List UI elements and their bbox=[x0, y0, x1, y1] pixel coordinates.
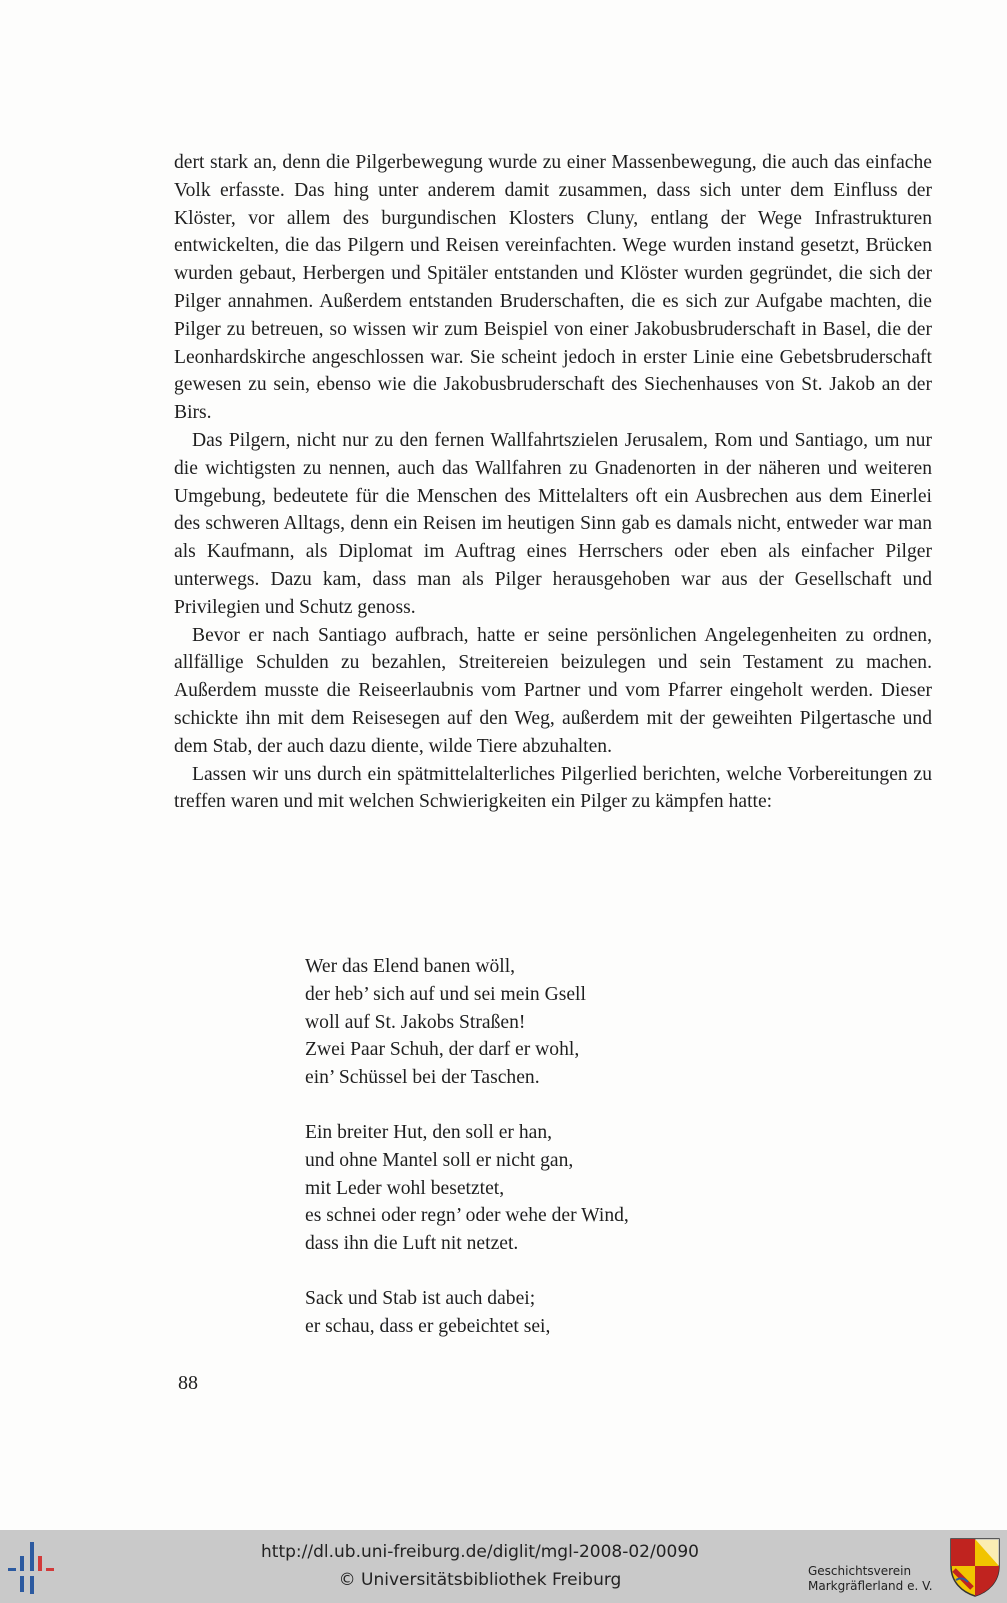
poem-stanza-1 bbox=[305, 953, 825, 1092]
poem-line: ein’ Schüssel bei der Taschen. bbox=[305, 1067, 540, 1089]
society-line-2: Markgräflerland e. V. bbox=[808, 1579, 933, 1593]
poem-line: Sack und Stab ist auch dabei; bbox=[305, 1287, 536, 1309]
poem-line: Zwei Paar Schuh, der darf er wohl, bbox=[305, 1039, 580, 1061]
poem-line: Ein breiter Hut, den soll er han, bbox=[305, 1121, 553, 1143]
poem-line: er schau, dass er gebeichtet sei, bbox=[305, 1315, 551, 1337]
poem-line: mit Leder wohl besetztet, bbox=[305, 1177, 505, 1199]
ub-freiburg-logo-icon[interactable] bbox=[6, 1538, 66, 1596]
poem-line: Wer das Elend banen wöll, bbox=[305, 956, 516, 977]
society-line-1: Geschichtsverein bbox=[808, 1564, 912, 1578]
poem-line: es schnei oder regn’ oder wehe der Wind, bbox=[305, 1205, 629, 1227]
poem-stanza-2 bbox=[305, 1119, 825, 1258]
footer-copyright: © Universitätsbibliothek Freiburg bbox=[338, 1570, 622, 1590]
poem-stanza-3 bbox=[305, 1285, 825, 1341]
paragraph-1: dert stark an, denn die Pilgerbewegung wurde zu einer Massenbewegung, die auch das einfache Volk erfasste. Das hing unter anderem damit zusammen, dass sich unter dem Einfluss der Klöster, vor allem des burgundischen Klosters Cluny, entlang der Wege Infrastrukturen entwickelten, die das Pilgern und Reisen vereinfachten. Wege wurden instand gesetzt, Brücken wurden gebaut, Herbergen und Spitäler entstanden und Klöster wurden gegründet, die sich der Pilger annahmen. Außerdem entstanden Bruderschaften, die es sich zur Aufgabe machten, die Pilger zu betreuen, so wissen wir zum Beispiel von einer Jakobusbruderschaft in Basel, die der Leonhardskirche angeschlossen war. Sie scheint jedoch in erster Linie eine Gebetsbruderschaft gewesen zu sein, ebenso wie die Jakobusbruderschaft des Siechenhauses von St. Jakob an der Birs. bbox=[174, 152, 932, 424]
body-text bbox=[174, 149, 932, 816]
paragraph-3: Bevor er nach Santiago aufbrach, hatte er seine persönlichen Angelegenheiten zu ordnen, allfällige Schulden zu bezahlen, Streitereien beizulegen und sein Testament zu machen. Außerdem musste die Reiseerlaubnis vom Partner und vom Pfarrer eingeholt werden. Dieser schickte ihn mit dem Reisesegen auf den Weg, außerdem mit der geweihten Pilgertasche und dem Stab, der auch dazu diente, wilde Tiere abzuhalten. bbox=[174, 624, 932, 757]
poem-line: woll auf St. Jakobs Straßen! bbox=[305, 1011, 526, 1033]
poem-line: der heb’ sich auf und sei mein Gsell bbox=[305, 983, 586, 1005]
poem-line: und ohne Mantel soll er nicht gan, bbox=[305, 1149, 574, 1171]
footer-society-name bbox=[808, 1564, 948, 1594]
paragraph-4: Lassen wir uns durch ein spätmittelalterliches Pilgerlied berichten, welche Vorbereitungen zu treffen waren und mit welchen Schwierigkeiten ein Pilger zu kämpfen hatte: bbox=[174, 763, 932, 813]
coat-of-arms-icon bbox=[948, 1536, 1002, 1598]
footer-url-link[interactable]: http://dl.ub.uni-freiburg.de/diglit/mgl-2008-02/0090 bbox=[261, 1542, 699, 1562]
poem-line: dass ihn die Luft nit netzet. bbox=[305, 1233, 519, 1255]
poem bbox=[305, 953, 825, 1368]
page-number: 88 bbox=[178, 1372, 198, 1394]
footer-bar bbox=[0, 1530, 1007, 1603]
paragraph-2: Das Pilgern, nicht nur zu den fernen Wallfahrtszielen Jerusalem, Rom und Santiago, um nur die wichtigsten zu nennen, auch das Wallfahren zu Gnadenorten in der näheren und weiteren Umgebung, bedeutete für die Menschen des Mittelalters oft ein Ausbrechen aus dem Einerlei des schweren Alltags, denn ein Reisen im heutigen Sinn gab es damals nicht, entweder war man als Kaufmann, als Diplomat im Auftrag eines Herrschers oder eben als einfacher Pilger unterwegs. Dazu kam, dass man als Pilger herausgehoben war aus der Gesellschaft und Privilegien und Schutz genoss. bbox=[174, 429, 932, 618]
